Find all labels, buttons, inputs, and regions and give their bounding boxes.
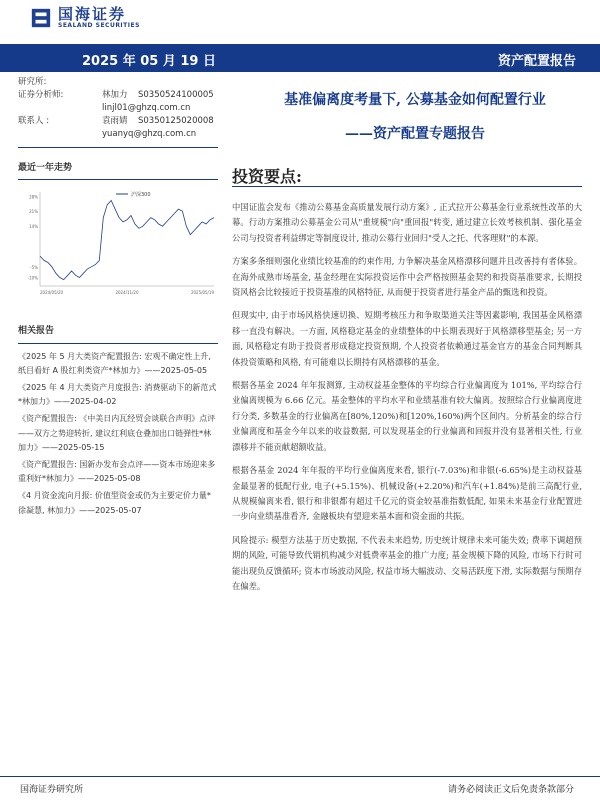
analyst-block (18, 76, 218, 180)
logo-english-name: SEALAND SECURITIES (58, 22, 140, 29)
divider (18, 147, 218, 148)
analyst-email[interactable]: linjl01@ghzq.com.cn (102, 103, 191, 113)
body-paragraph: 根据各基金 2024 年年报测算, 主动权益基金整体的平均综合行业偏离度为 101%, 平均综合行业偏离规模为 6.66 亿元。基金整体的平均水平和业绩基准有较大偏离。按照综合行业偏离度进行分类, 多数基金的行业偏离在[80%,120%)和[120%,160%)两个区间内。分析基金的综合行业偏离度和基金今年以来的收益数据, 可以发现基金的行业偏离和回报并没有显著相关性, 行业漂移并不能贡献超额收益。 (232, 380, 582, 452)
analyst-label (18, 128, 102, 141)
y-tick-label: -10% (27, 275, 38, 281)
research-label: 研究所: (18, 77, 47, 87)
report-category: 资产配置报告 (497, 54, 576, 69)
y-tick-label: 14% (29, 224, 38, 230)
analyst-row (18, 128, 218, 141)
analyst-name: 林加力 (102, 90, 128, 100)
sealand-logo-icon (30, 7, 52, 29)
trend-chart-svg (18, 182, 218, 302)
related-report-item[interactable]: 《2025 年 5 月大类资产配置报告: 宏观不确定性上升, 纸目看好 A 股红利类资产*林加力》——2025-05-05 (18, 351, 211, 376)
y-tick-label: -5% (30, 264, 38, 270)
report-title (230, 86, 600, 148)
highlights-heading: 投资要点: (232, 167, 302, 186)
analyst-id: S0350524100005 (138, 90, 214, 100)
analyst-email[interactable]: yuanyq@ghzq.com.cn (102, 129, 197, 139)
header-bar (0, 44, 600, 72)
body-paragraph: 方案多条细则强化业绩比较基准的约束作用, 力争解决基金风格漂移问题并且改善持有者体验。在海外成熟市场基金, 基金经理在实际投资运作中会严格按照基金契约和投资基准要求, 长期投资风格会比较接近于投资基准的风格特征, 从而便于投资者进行基金产品的甄选和投资。 (232, 256, 582, 298)
footer-divider (0, 776, 600, 777)
related-title: 相关报告 (18, 326, 55, 336)
series-line (40, 201, 214, 280)
report-date: 2025 年 05 月 19 日 (82, 54, 216, 69)
report-title-line1: 基准偏离度考量下, 公募基金如何配置行业 (284, 92, 546, 108)
related-report-item[interactable]: 《资产配置报告: 《中美日内瓦经贸会谈联合声明》点评——双方之势迎转折, 建议红利底仓叠加出口链弹性*林加力》——2025-05-15 (18, 413, 216, 453)
analyst-name: 袁雨婧 (102, 116, 128, 126)
footer-institute: 国海证券研究所 (20, 785, 84, 795)
analyst-row (18, 89, 218, 102)
analyst-row (18, 102, 218, 115)
y-tick-label: 28% (29, 194, 38, 200)
divider (232, 186, 582, 187)
x-tick-label: 2025/05/19 (190, 290, 214, 295)
analyst-id: S0350125020008 (138, 116, 214, 126)
report-title-line2: ——资产配置专题报告 (345, 126, 485, 142)
related-report-item[interactable]: 《4 月资金流向月报: 价值型资金或仍为主要定价力量*徐凝慧, 林加力》——2025-05-07 (18, 490, 211, 515)
related-report-item[interactable]: 《2025 年 4 月大类资产月度报告: 消费驱动下的新范式*林加力》——2025-04-02 (18, 382, 217, 407)
related-reports (18, 324, 218, 520)
logo-chinese-name: 国海证券 (58, 5, 127, 23)
trend-chart (18, 182, 218, 302)
report-body (232, 200, 582, 594)
analyst-row (18, 115, 218, 128)
trend-title: 最近一年走势 (18, 163, 73, 173)
risk-warning: 风险提示: 模型方法基于历史数据, 不代表未来趋势, 历史统计规律未来可能失效; 费率下调超预期的风险, 可能导致代销机构减少对低费率基金的推广力度; 基金规模下降的风险, 市场下行时可能出现负反馈循环; 资本市场波动风险, 权益市场大幅波动、交易活跃度下滑, 实际数据与预期存在偏差。 (232, 534, 582, 591)
footer-disclaimer[interactable]: 请务必阅读正文后免责条款部分 (447, 785, 574, 795)
body-paragraph: 但现实中, 由于市场风格快速切换、短期考核压力和争取渠道关注等因素影响, 我国基金风格漂移一直没有解决。一方面, 风格稳定基金的业绩整体的中长期表现好于风格漂移型基金; 另一方面, 风格稳定有助于投资者形成稳定投资预期, 个人投资者依赖通过基金官方的基金合同判断具体投资策略和风格, 有可能难以长期持有风格漂移的基金。 (232, 310, 582, 367)
x-tick-label: 2024/05/20 (40, 290, 64, 295)
analyst-label (18, 102, 102, 115)
divider (18, 343, 218, 344)
body-paragraph: 根据各基金 2024 年年报的平均行业偏离度来看, 银行(-7.03%)和非银(-6.65%)是主动权益基金最显著的低配行业, 电子(+5.15%)、机械设备(+2.20%)和汽车(+1.84%)是前三高配行业, 从规模偏离来看, 银行和非银都有超过千亿元的资金较基准指数低配, 如果未来基金行业配置进一步向业绩基准看齐, 金融板块有望迎来基本面和资金面的共振。 (232, 465, 582, 522)
divider (18, 179, 218, 180)
x-tick-label: 2024/11/20 (115, 290, 139, 295)
company-logo (30, 6, 140, 29)
y-tick-label: 21% (29, 209, 38, 215)
body-paragraph: 中国证监会发布《推动公募基金高质量发展行动方案》, 正式拉开公募基金行业系统性改革的大幕。行动方案推动公募基金公司从"重规模"向"重回报"转变, 通过建立长效考核机制、强化基金公司与投资者利益绑定等制度设计, 推动公募行业回归"受人之托、代客理财"的本源。 (232, 202, 582, 243)
analyst-label: 联系人 : (18, 116, 50, 126)
analyst-label: 证券分析师: (18, 90, 64, 100)
legend-label: 沪深300 (131, 192, 151, 198)
related-report-item[interactable]: 《资产配置报告: 国新办发布会点评——资本市场迎来多重利好*林加力》——2025-05-08 (18, 459, 216, 484)
